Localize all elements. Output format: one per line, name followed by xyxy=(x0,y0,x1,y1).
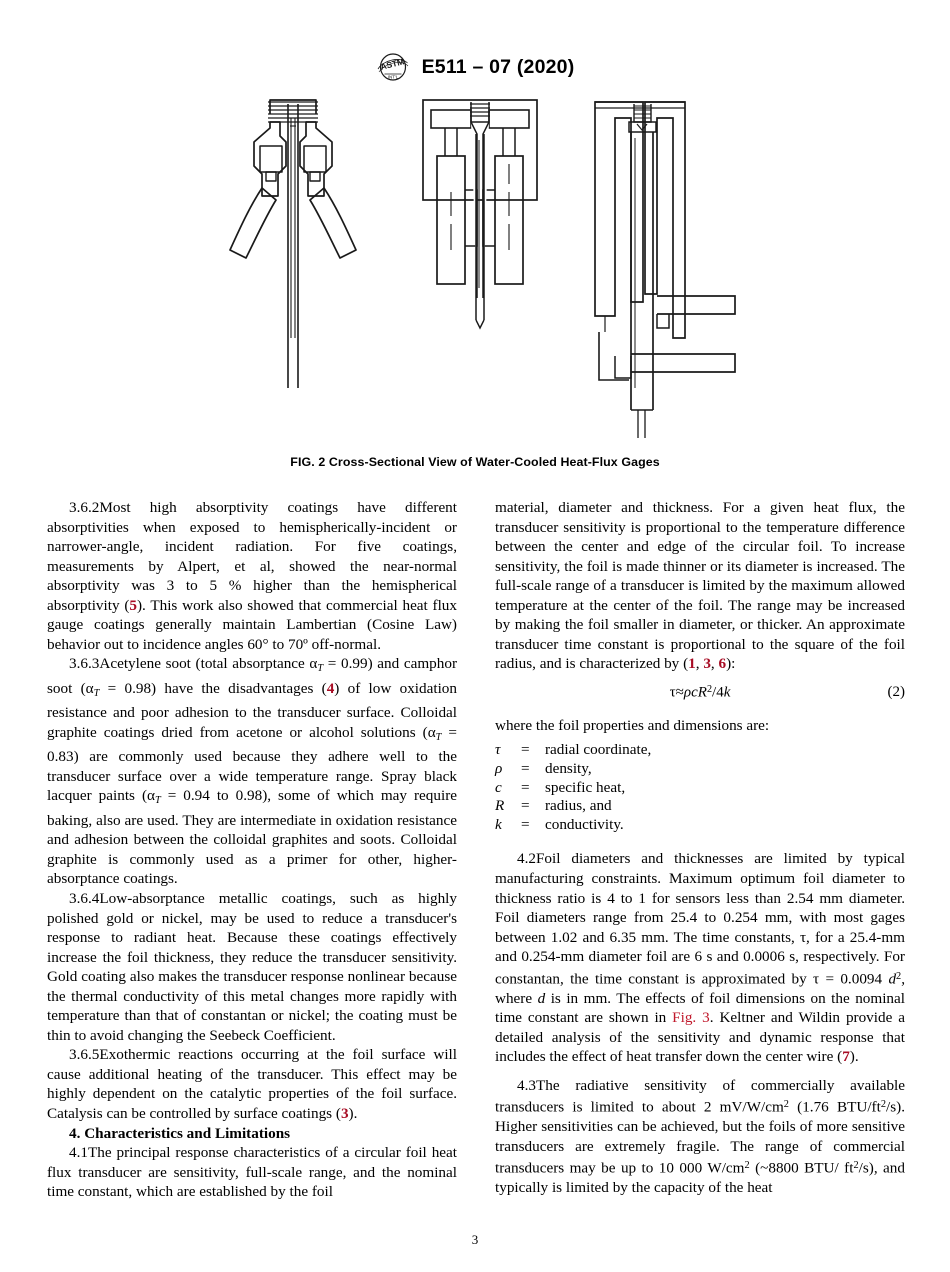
clause-number: 3.6.5 xyxy=(69,1046,100,1064)
body-columns xyxy=(47,498,905,1202)
reference-link-5[interactable]: 5 xyxy=(129,596,137,614)
clause-text-a: Most high absorptivity coatings have different absorptivities when exposed to hemispherically-incident or narrower-angle, incident radiation. For five coatings, measurements by Alpert, et al, showed the near-normal absorptivity was 3 to 5 % higher than the hemispherical absorptivity ( xyxy=(47,499,457,614)
reference-link-6[interactable]: 6 xyxy=(718,655,727,673)
threaded-body-gage xyxy=(218,88,368,418)
symbol: R xyxy=(495,797,505,815)
clause-text-c: is in mm. The effects of foil dimensions on the nominal time constant are shown in xyxy=(495,989,905,1027)
clause-text-a: Foil diameters and thicknesses are limited by typical manufacturing constraints. Maximum optimum foil diameter to thickness ratio is 4 to 1 for sensors less than 2.54 mm diameter. Foil diameters range from 25.4 to 0.254 mm, with most gages between 1.02 and 6.35 mm. The time constants, τ, for a 25.4-mm and 0.254-mm diameter foil are 6 s and 0.0006 s, respectively. For constantan, the time constant is approximated by τ = 0.0094 xyxy=(495,850,905,988)
paragraph-3-6-3 xyxy=(47,654,457,889)
symbol-description: density, xyxy=(545,760,592,778)
page-header xyxy=(0,52,950,82)
clause-text-b: , where xyxy=(495,970,905,1007)
clause-number: 3.6.2 xyxy=(69,499,100,516)
paragraph-3-6-2 xyxy=(47,498,457,654)
clause-number: 4.2 xyxy=(517,850,536,868)
symbol-description: radial coordinate, xyxy=(545,741,652,759)
subscript-T: T xyxy=(93,687,100,699)
subscript-T: T xyxy=(317,663,324,675)
definition-row xyxy=(495,779,905,798)
clause-text-c: /s). Higher sensitivities can be achieved, but the foils of more sensitive transducers are extremely fragile. The range of commercial transducers may be up to 10 000 W/cm xyxy=(495,1098,905,1177)
clause-text-e: . Keltner and Wildin provide a detailed analysis of the sensitivity and dynamic response that includes the effect of heat transfer down the center wire ( xyxy=(495,1009,905,1066)
where-clause: where the foil properties and dimensions are: xyxy=(495,716,770,734)
figure-caption: FIG. 2 Cross-Sectional View of Water-Cooled Heat-Flux Gages xyxy=(290,455,660,469)
section-heading-4: 4. Characteristics and Limitations xyxy=(69,1124,291,1142)
equals-sign: = xyxy=(521,797,530,815)
eq-rho: ρ xyxy=(683,684,692,701)
separator: , xyxy=(710,655,719,673)
definition-row xyxy=(495,816,905,835)
clause-text-e: /s), and typically is limited by the capacity of the heat xyxy=(495,1159,905,1197)
eq-k: k xyxy=(723,684,731,701)
equals-sign: = xyxy=(521,815,530,833)
reference-link-7[interactable]: 7 xyxy=(842,1048,850,1066)
eq-denominator: /4 xyxy=(712,684,724,701)
reference-link-1[interactable]: 1 xyxy=(688,655,696,673)
definition-row xyxy=(495,797,905,816)
eq-tau: τ xyxy=(669,684,676,701)
definition-row xyxy=(495,760,905,779)
clause-number: 3.6.4 xyxy=(69,889,100,907)
paragraph-3-6-4 xyxy=(47,889,457,1045)
clause-text-c: = 0.98) have the disadvantages ( xyxy=(99,679,327,697)
page-number: 3 xyxy=(471,1232,479,1247)
clause-text-d: ) of low oxidation resistance and poor adhesion to the transducer surface. Colloidal graphite coatings dried from acetone or alcohol solutions (α xyxy=(47,679,457,741)
elongated-probe-gage xyxy=(585,88,745,438)
separator: , xyxy=(695,655,704,673)
clause-text: The principal response characteristics of a circular foil heat flux transducer are sensitivity, full-scale range, and the nominal time constant, which are established by the foil xyxy=(47,1144,457,1201)
figure-reference-link[interactable]: Fig. 3 xyxy=(672,1009,710,1027)
clause-text-f: ). xyxy=(849,1048,859,1066)
right-column xyxy=(495,498,905,1202)
exponent-2: 2 xyxy=(880,1099,887,1111)
svg-text:ASTM: ASTM xyxy=(378,56,405,72)
exponent-2: 2 xyxy=(896,970,902,982)
subscript-T: T xyxy=(154,795,161,807)
clause-text: Low-absorptance metallic coatings, such as highly polished gold or nickel, may be used to reduce a transducer's response to radiant heat. Because these coatings effectively increase the foil thickness, they reduce the transducer sensitivity. Gold coating also makes the transducer response nonlinear because the thermal conductivity of this metal changes more rapidly with temperature than that of constantan or nickel; the coating must be thin to avoid changing the Seebeck Coefficient. xyxy=(47,889,457,1044)
equals-sign: = xyxy=(521,760,530,778)
paragraph-3-6-5 xyxy=(47,1045,457,1123)
eq-exponent: 2 xyxy=(706,683,713,695)
spacer xyxy=(495,1067,905,1076)
clause-text-a: material, diameter and thickness. For a given heat flux, the transducer sensitivity is proportional to the temperature difference between the center and edge of the circular foil. To increase sensitivity, the foil is made thinner or its diameter is increased. The full-scale range of a transducer is limited by the maximum allowed temperature at the center of the foil. The range may be increased by making the foil smaller in diameter, or thicker. An approximate transducer time constant is proportional to the square of the foil radius, and is characterized by ( xyxy=(495,499,905,673)
rectangular-body-gage xyxy=(405,88,555,418)
equals-sign: = xyxy=(521,778,530,796)
symbol-description: radius, and xyxy=(545,797,612,815)
eq-approx: ≈ xyxy=(675,684,684,701)
clause-text-a: Acetylene soot (total absorptance α xyxy=(99,655,318,673)
standard-designation: E511 – 07 (2020) xyxy=(421,55,575,78)
spacer xyxy=(495,840,905,849)
clause-text-e: = 0.83) are commonly used because they adhere well to the transducer surface over a wide temperature range. Spray black lacquer paints (α xyxy=(47,723,457,805)
variable-d: d xyxy=(888,970,897,988)
left-column xyxy=(47,498,457,1202)
eq-c: c xyxy=(691,684,698,701)
astm-logo xyxy=(376,52,410,82)
clause-text-f: = 0.94 to 0.98), some of which may require baking, also are used. They are intermediate in oxidation resistance and adhesion between the colloidal graphites and soots. Colloidal graphite is commonly used as a primer for other, higher-absorptance coatings. xyxy=(47,787,457,888)
equation-2-body xyxy=(495,684,905,701)
exponent-2: 2 xyxy=(744,1160,750,1172)
clause-number: 4.3 xyxy=(517,1076,536,1094)
clause-text-b: ). This work also showed that commercial heat flux gauge coatings generally maintain Lambertian (Cosine Law) behavior out to incidence angles 60° to 70º off-normal. xyxy=(47,596,457,653)
symbol-description: specific heat, xyxy=(545,778,626,796)
clause-number: 4.1 xyxy=(69,1144,88,1162)
exponent-2: 2 xyxy=(783,1099,789,1111)
svg-text:INT'L: INT'L xyxy=(387,74,398,80)
eq-R: R xyxy=(697,684,707,701)
reference-link-3[interactable]: 3 xyxy=(340,1104,349,1122)
equals-sign: = xyxy=(521,741,530,759)
reference-link-3[interactable]: 3 xyxy=(703,655,711,673)
equation-2-row xyxy=(495,684,905,706)
clause-text-a: The radiative sensitivity of commercially available transducers is limited to about 2 mV/W/cm xyxy=(495,1076,905,1116)
clause-text-b: = 0.99) and camphor soot (α xyxy=(47,655,457,697)
clause-number: 3.6.3 xyxy=(69,655,100,673)
clause-text-b: (1.76 BTU/ft xyxy=(788,1098,881,1116)
exponent-2: 2 xyxy=(853,1160,859,1172)
paragraph-4-3 xyxy=(495,1076,905,1198)
symbol-description: conductivity. xyxy=(545,815,624,833)
symbol-definition-list xyxy=(495,741,905,834)
subscript-T: T xyxy=(435,731,442,743)
variable-d: d xyxy=(537,989,546,1007)
symbol: ρ xyxy=(495,760,503,778)
clause-text-a: Exothermic reactions occurring at the foil surface will cause additional heating of the transducer. This effect may be highly dependent on the catalytic properties of the foil surface. Catalysis can be controlled by surface coatings ( xyxy=(47,1046,457,1122)
figure-2-diagram xyxy=(0,88,950,448)
symbol: c xyxy=(495,778,502,796)
clause-text-d: (~8800 BTU/ ft xyxy=(749,1159,854,1177)
symbol: τ xyxy=(495,741,501,759)
clause-text-d: ): xyxy=(726,655,736,673)
reference-link-4[interactable]: 4 xyxy=(326,679,335,697)
paragraph-4-1 xyxy=(47,1143,457,1202)
paragraph-4-2 xyxy=(495,849,905,1066)
clause-text-b: ). xyxy=(348,1104,358,1122)
equation-number: (2) xyxy=(887,683,905,700)
paragraph-4-1-continued xyxy=(495,498,905,674)
definition-row xyxy=(495,741,905,760)
symbol: k xyxy=(495,815,502,833)
